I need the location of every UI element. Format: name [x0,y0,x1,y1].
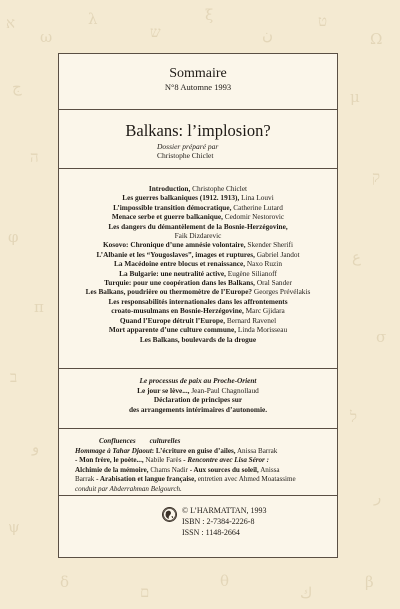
header-title: Sommaire [169,66,227,81]
confluences-line: Barrak - Arabisation et langue française, entretien avec Ahmed Moatassime [75,475,296,484]
peace-section [65,376,331,414]
toc-entry-author: Naxo Ruzin [246,259,282,269]
toc-entry-author: Skender Sherifi [247,240,294,250]
peace-line-1: Le jour se lève..., Jean-Paul Chagnollaud [137,385,259,395]
main-title: Balkans: l’implosion? [125,121,271,140]
confluences-section [75,437,327,495]
toc-entry-title: La Macédoine entre blocus et renaissance, [114,259,246,269]
toc-entry-title: Les Balkans, boulevards de la drogue [139,334,257,344]
toc-entry-author: Oral Sander [256,278,292,288]
toc-entry-author: Marc Gjidara [245,306,285,316]
divider [59,368,337,369]
toc-entry [65,335,331,344]
toc-entry-author: Christophe Chiclet [192,184,248,193]
toc-entry [65,316,331,325]
confluences-line: - Mon frère, le poète..., Nabile Farès - Rencontre avec Lisa Séror : [75,456,269,465]
toc-entry [65,240,331,249]
toc-entry [65,203,331,212]
toc-entry [65,306,331,315]
toc-entry-author: Bernard Ravenel [226,315,277,325]
toc-entry [65,297,331,306]
toc-entry [65,184,331,193]
toc-entry [65,250,331,259]
toc-entry-author: Catherine Lutard [233,202,283,212]
toc-entry-title: Quand l’Europe détruit l’Europe, [119,315,226,325]
toc-entry-author: Linda Morisseau [237,325,288,335]
toc-entry-title: Kosovo: Chronique d’une amnésie volontaire, [102,240,246,250]
confluences-line: Hommage à Tahar Djaout: L’écriture en guise d’ailes, Anissa Barrak [75,446,278,455]
toc-entry [65,278,331,287]
toc-entry-author: Cedomir Nestorovic [224,212,285,222]
toc-entry-title: Les guerres balkaniques (1912. 1913), [122,193,240,203]
toc-entry-author: Georges Prévélakis [253,287,311,297]
toc-entry-author: Eugène Silianoff [227,268,277,278]
issn: ISSN : 1148-2664 [182,528,240,537]
toc-entry-title: La Bulgarie: une neutralité active, [119,268,226,278]
toc-entry-title: Introduction, [148,184,191,193]
toc-entry-title: Turquie: pour une coopération dans les Balkans, [104,278,256,288]
publisher-copyright: © L’HARMATTAN, 1993 [182,506,267,515]
toc-entry [65,325,331,334]
issue-label: N°8 Automne 1993 [164,82,232,92]
toc-entry [65,269,331,278]
peace-line-3: des arrangements intérimaires d’autonomie. [128,404,268,414]
toc-entry-title: Les Balkans, poudrière ou thermomètre de l’Europe? [85,287,253,297]
toc-entry-title: croato-musulmans en Bosnie-Herzégovine, [111,306,244,316]
confluences-line: Alchimie de la mémoire, Chams Nadir - Aux sources du soleil, Anissa [75,465,280,474]
publisher-info [182,505,266,538]
toc-entry-author: Faik Dizdarevic [174,231,222,241]
divider [59,495,337,496]
globe-logo-icon [162,507,177,522]
toc-entry-title: Menace serbe et guerre balkanique, [111,212,223,222]
contents-frame [58,53,338,558]
toc-entry [65,287,331,296]
toc-entry [65,222,331,231]
confluences-line: conduit par Abderrahman Belgourch. [75,484,182,493]
credit [157,142,218,160]
toc-entry-title: Les dangers du démantèlement de la Bosnie-Herzégovine, [108,221,288,231]
confluences-heading: Confluences culturelles [99,437,181,445]
toc-entry-author: Gabriel Jandot [256,249,300,259]
toc-entry [65,231,331,240]
toc-entry [65,212,331,221]
toc-entry-author: Lina Louvi [241,193,274,203]
toc-entry [65,193,331,202]
isbn: ISBN : 2-7384-2226-8 [182,517,255,526]
peace-line-2: Déclaration de principes sur [153,395,243,405]
divider [59,109,337,110]
toc-entry-title: L’impossible transition démocratique, [113,202,232,212]
toc-entry [65,259,331,268]
credit-label: Dossier préparé par [157,142,219,151]
peace-heading: Le processus de paix au Proche-Orient [139,376,257,385]
toc-entry-title: Mort apparente d’une culture commune, [108,325,237,335]
header [59,66,337,93]
toc-list [65,184,331,344]
divider [59,168,337,169]
toc-entry-title: L’Albanie et les “Yougoslaves”, images et ruptures, [96,249,255,259]
credit-name: Christophe Chiclet [157,151,214,160]
divider [59,428,337,429]
toc-entry-title: Les responsabilités internationales dans les affrontements [108,296,288,306]
